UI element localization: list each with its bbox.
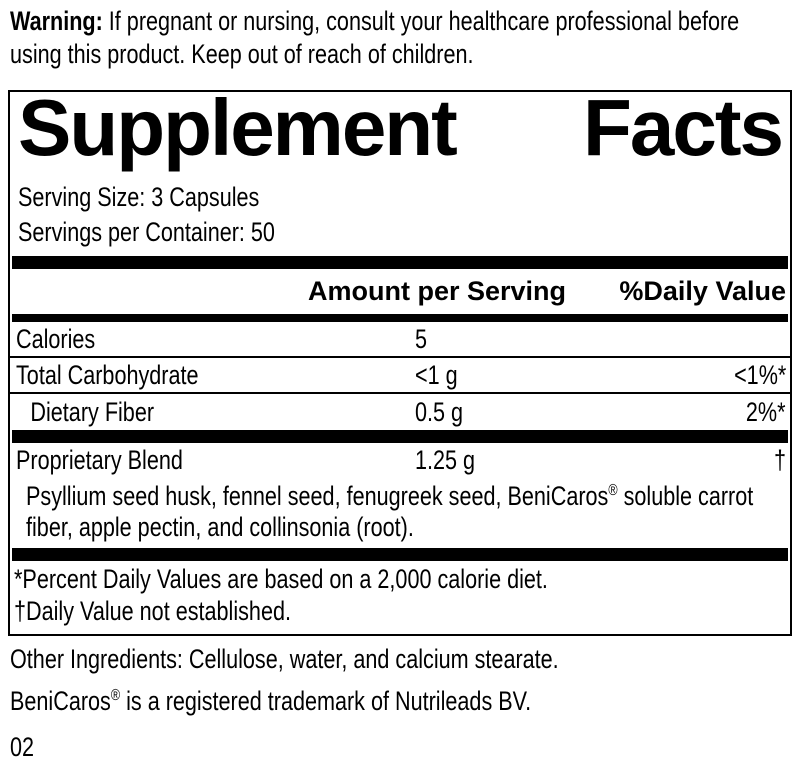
nutrient-amount: 5 — [415, 324, 428, 354]
warning-line-2-text: using this product. Keep out of reach of children. — [10, 39, 474, 69]
nutrient-name: Calories — [16, 324, 96, 354]
servings-per-container: Servings per Container: 50 — [18, 217, 275, 247]
warning-line-2 — [10, 38, 800, 71]
warning-line-1-text: If pregnant or nursing, consult your healthcare professional before — [108, 6, 740, 36]
supplement-facts-panel — [8, 83, 792, 636]
trademark-notice: BeniCaros® is a registered trademark of Nutrileads BV. — [10, 686, 532, 716]
warning-label: Warning: — [10, 6, 103, 36]
panel-title-word-facts: Facts — [583, 83, 782, 172]
nutrient-amount: <1 g — [415, 360, 458, 390]
warning-line-1 — [10, 5, 800, 38]
amount-per-serving-header: Amount per Serving — [308, 276, 567, 306]
nutrient-dv: 2%* — [746, 397, 786, 427]
nutrient-dv: † — [773, 445, 786, 475]
panel-title — [10, 83, 790, 172]
table-row-proprietary-blend — [10, 443, 790, 477]
serving-size: Serving Size: 3 Capsules — [18, 182, 260, 212]
nutrient-amount: 0.5 g — [415, 397, 464, 427]
footnote-dv-not-established: †Daily Value not established. — [14, 596, 291, 626]
warning-text — [10, 5, 800, 71]
divider-bar-above-blend — [12, 430, 788, 443]
nutrient-name: Proprietary Blend — [16, 445, 183, 475]
other-ingredients: Other Ingredients: Cellulose, water, and calcium stearate. — [10, 644, 559, 674]
column-header-row — [10, 269, 790, 314]
blend-description-line-1: Psyllium seed husk, fennel seed, fenugreek seed, BeniCaros® soluble carrot — [26, 481, 754, 511]
table-row-total-carbohydrate — [10, 358, 790, 394]
footnotes — [10, 563, 790, 627]
panel-title-word-supplement: Supplement — [18, 83, 456, 172]
nutrient-name: Total Carbohydrate — [16, 360, 199, 390]
divider-bar-above-footnotes — [12, 548, 788, 561]
nutrient-amount: 1.25 g — [415, 445, 476, 475]
page-number: 02 — [10, 732, 35, 762]
table-row-dietary-fiber — [10, 394, 790, 430]
blend-description — [10, 481, 790, 543]
nutrient-name: Dietary Fiber — [30, 397, 155, 427]
divider-bar-thick-top — [12, 256, 788, 269]
daily-value-header: %Daily Value — [619, 276, 786, 306]
footnote-daily-values: *Percent Daily Values are based on a 2,000 calorie diet. — [14, 564, 548, 594]
serving-info — [10, 180, 790, 250]
table-row-calories — [10, 322, 790, 358]
blend-description-line-2: fiber, apple pectin, and collinsonia (root). — [26, 512, 414, 542]
divider-bar-under-header — [12, 314, 788, 322]
nutrient-dv: <1%* — [733, 360, 786, 390]
